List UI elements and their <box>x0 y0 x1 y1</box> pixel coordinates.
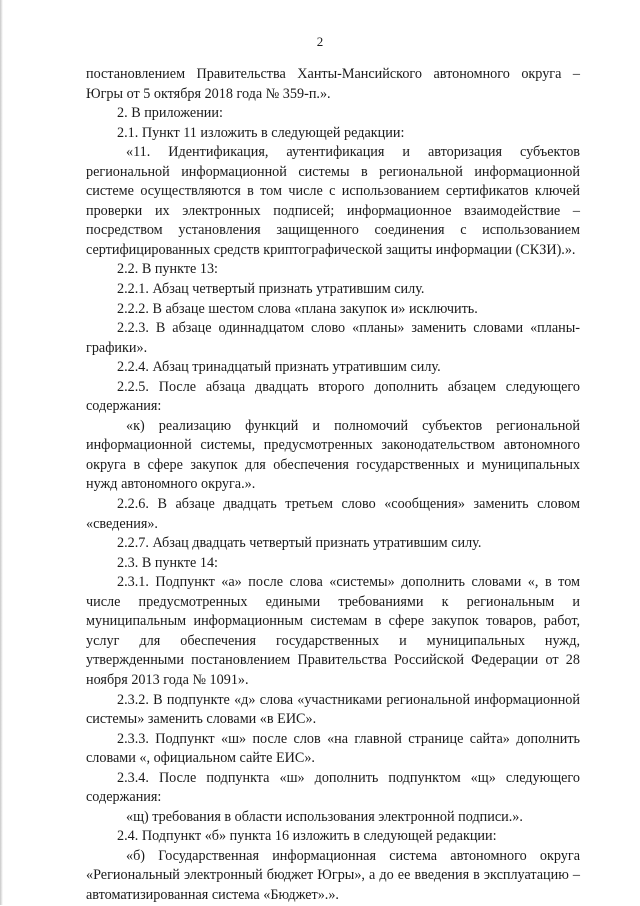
paragraph-quote-11: «11. Идентификация, аутентификация и авторизация субъектов региональной информационной системы в региональной информационной системе осуществляются в том числе с использованием сертификатов ключей проверки их электронных подписей; информационное взаимодействие – посредством установления защищенного соединения с использованием сертифицированных средств криптографической защиты информации (СКЗИ).». <box>86 144 580 258</box>
paragraph-item-2-2-6: 2.2.6. В абзаце двадцать третьем слово «сообщения» заменить словом «сведения». <box>86 496 580 532</box>
paragraph-item-2-2: 2.2. В пункте 13: <box>117 261 218 278</box>
paragraph-item-2-2-5: 2.2.5. После абзаца двадцать второго дополнить абзацем следующего содержания: <box>86 378 580 415</box>
scan-edge <box>0 0 3 905</box>
paragraph-quote-k: «к) реализацию функций и полномочий субъектов региональной информационной системы, предусмотренных законодательством автономного округа в сфере закупок для обеспечения государственных и муниципальных нужд автономного округа.». <box>86 417 580 493</box>
paragraph-item-2-2-7: 2.2.7. Абзац двадцать четвертый признать утратившим силу. <box>117 535 482 552</box>
paragraph-item-2-3-1: 2.3.1. Подпункт «а» после слова «системы» дополнить словами «, в том числе предусмотренных едиными требованиями к региональным и муниципальным информационным системам в сфере закупок товаров, работ, услуг для обеспечения государственных и муниципальных нужд, утвержденными постановлением Правительства Российской Федерации от 28 ноября 2013 года № 1091». <box>86 574 580 688</box>
paragraph-item-2-4: 2.4. Подпункт «б» пункта 16 изложить в следующей редакции: <box>117 828 497 845</box>
paragraph-item-2: 2. В приложении: <box>117 105 223 122</box>
paragraph-item-2-3: 2.3. В пункте 14: <box>117 554 218 571</box>
paragraph-item-2-1: 2.1. Пункт 11 изложить в следующей редакции: <box>117 124 405 141</box>
paragraph-item-2-3-3: 2.3.3. Подпункт «ш» после слов «на главной странице сайта» дополнить словами «, официальном сайте ЕИС». <box>86 730 580 767</box>
paragraph-item-2-2-4: 2.2.4. Абзац тринадцатый признать утратившим силу. <box>117 359 441 376</box>
paragraph-item-2-2-1: 2.2.1. Абзац четвертый признать утратившим силу. <box>117 281 425 298</box>
paragraph-quote-shch: «щ) требования в области использования электронной подписи.». <box>126 808 523 825</box>
page-number: 2 <box>316 34 324 49</box>
document-body <box>86 65 580 906</box>
paragraph-item-2-3-2: 2.3.2. В подпункте «д» слова «участниками региональной информационной системы» заменить словами «в ЕИС». <box>86 691 580 728</box>
paragraph-item-2-2-2: 2.2.2. В абзаце шестом слова «плана закупок и» исключить. <box>117 300 478 317</box>
paragraph-item-2-3-4: 2.3.4. После подпункта «ш» дополнить подпунктом «щ» следующего содержания: <box>86 769 580 806</box>
paragraph-continuation: постановлением Правительства Ханты-Мансийского автономного округа – Югры от 5 октября 2018 года № 359-п.». <box>86 66 580 102</box>
paragraph-item-2-2-3: 2.2.3. В абзаце одиннадцатом слово «планы» заменить словами «планы-графики». <box>86 320 580 356</box>
paragraph-quote-b: «б) Государственная информационная система автономного округа «Региональный электронный бюджет Югры», а до ее введения в эксплуатацию – автоматизированная система «Бюджет».». <box>86 847 580 903</box>
